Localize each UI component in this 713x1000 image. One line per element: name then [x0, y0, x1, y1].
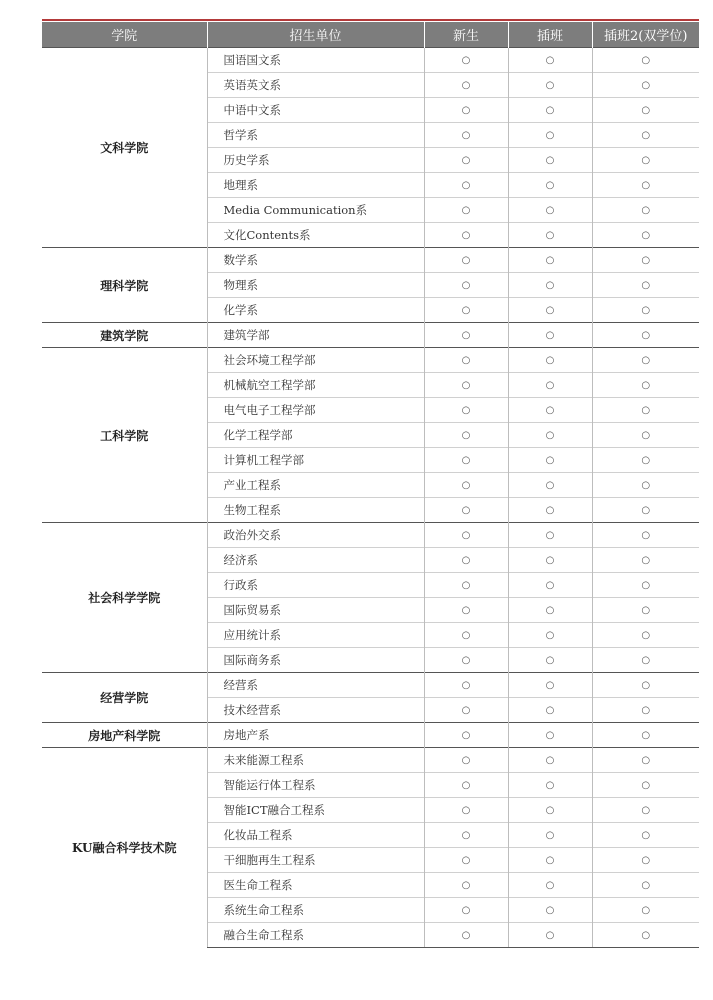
mark-transfer: ○ [508, 698, 592, 723]
mark-freshman: ○ [424, 673, 508, 698]
unit-name: 经营系 [207, 673, 424, 698]
unit-name: 智能运行体工程系 [207, 773, 424, 798]
unit-name: 机械航空工程学部 [207, 373, 424, 398]
mark-transfer-double-degree: ○ [592, 798, 699, 823]
mark-transfer-double-degree: ○ [592, 248, 699, 273]
mark-transfer: ○ [508, 198, 592, 223]
mark-transfer-double-degree: ○ [592, 423, 699, 448]
unit-name: 化妆品工程系 [207, 823, 424, 848]
mark-transfer-double-degree: ○ [592, 548, 699, 573]
mark-transfer: ○ [508, 848, 592, 873]
mark-transfer: ○ [508, 298, 592, 323]
unit-name: 数学系 [207, 248, 424, 273]
mark-transfer: ○ [508, 273, 592, 298]
unit-name: 应用统计系 [207, 623, 424, 648]
table-row [42, 523, 699, 548]
mark-freshman: ○ [424, 423, 508, 448]
mark-freshman: ○ [424, 698, 508, 723]
mark-transfer: ○ [508, 148, 592, 173]
header-freshman: 新生 [424, 22, 508, 48]
mark-freshman: ○ [424, 848, 508, 873]
college-name: 房地产科学院 [42, 723, 207, 748]
mark-transfer-double-degree: ○ [592, 898, 699, 923]
mark-transfer-double-degree: ○ [592, 673, 699, 698]
mark-transfer-double-degree: ○ [592, 598, 699, 623]
mark-freshman: ○ [424, 323, 508, 348]
table-row [42, 248, 699, 273]
mark-transfer: ○ [508, 223, 592, 248]
mark-freshman: ○ [424, 748, 508, 773]
mark-transfer-double-degree: ○ [592, 648, 699, 673]
mark-freshman: ○ [424, 898, 508, 923]
mark-transfer: ○ [508, 523, 592, 548]
mark-transfer: ○ [508, 898, 592, 923]
header-transfer-double-degree: 插班2(双学位) [592, 22, 699, 48]
mark-transfer: ○ [508, 473, 592, 498]
mark-freshman: ○ [424, 98, 508, 123]
mark-transfer: ○ [508, 673, 592, 698]
mark-transfer-double-degree: ○ [592, 873, 699, 898]
mark-transfer: ○ [508, 373, 592, 398]
mark-transfer-double-degree: ○ [592, 823, 699, 848]
mark-freshman: ○ [424, 523, 508, 548]
mark-transfer: ○ [508, 423, 592, 448]
mark-transfer-double-degree: ○ [592, 573, 699, 598]
unit-name: 国语国文系 [207, 48, 424, 73]
mark-transfer-double-degree: ○ [592, 273, 699, 298]
mark-transfer: ○ [508, 348, 592, 373]
mark-transfer: ○ [508, 623, 592, 648]
mark-freshman: ○ [424, 448, 508, 473]
table-row [42, 48, 699, 73]
mark-transfer: ○ [508, 823, 592, 848]
mark-freshman: ○ [424, 548, 508, 573]
mark-transfer-double-degree: ○ [592, 48, 699, 73]
table-row [42, 348, 699, 373]
college-name: 经营学院 [42, 673, 207, 723]
mark-freshman: ○ [424, 648, 508, 673]
mark-transfer-double-degree: ○ [592, 348, 699, 373]
mark-transfer: ○ [508, 773, 592, 798]
college-name: 理科学院 [42, 248, 207, 323]
unit-name: 计算机工程学部 [207, 448, 424, 473]
mark-transfer-double-degree: ○ [592, 323, 699, 348]
mark-transfer: ○ [508, 248, 592, 273]
college-name: 文科学院 [42, 48, 207, 248]
mark-transfer-double-degree: ○ [592, 848, 699, 873]
table-header [42, 22, 699, 48]
mark-transfer-double-degree: ○ [592, 123, 699, 148]
mark-freshman: ○ [424, 598, 508, 623]
unit-name: 智能ICT融合工程系 [207, 798, 424, 823]
mark-freshman: ○ [424, 148, 508, 173]
unit-name: 哲学系 [207, 123, 424, 148]
mark-transfer-double-degree: ○ [592, 298, 699, 323]
mark-transfer-double-degree: ○ [592, 498, 699, 523]
mark-freshman: ○ [424, 273, 508, 298]
college-name: 工科学院 [42, 348, 207, 523]
unit-name: Media Communication系 [207, 198, 424, 223]
header-unit: 招生单位 [207, 22, 424, 48]
mark-freshman: ○ [424, 198, 508, 223]
mark-freshman: ○ [424, 623, 508, 648]
mark-transfer: ○ [508, 648, 592, 673]
mark-transfer: ○ [508, 123, 592, 148]
table-row [42, 673, 699, 698]
mark-freshman: ○ [424, 498, 508, 523]
mark-transfer: ○ [508, 448, 592, 473]
unit-name: 生物工程系 [207, 498, 424, 523]
unit-name: 技术经营系 [207, 698, 424, 723]
unit-name: 国际贸易系 [207, 598, 424, 623]
college-name: 建筑学院 [42, 323, 207, 348]
mark-transfer: ○ [508, 73, 592, 98]
mark-freshman: ○ [424, 373, 508, 398]
mark-transfer-double-degree: ○ [592, 473, 699, 498]
unit-name: 房地产系 [207, 723, 424, 748]
unit-name: 政治外交系 [207, 523, 424, 548]
admission-table [42, 22, 699, 948]
mark-transfer-double-degree: ○ [592, 173, 699, 198]
unit-name: 社会环境工程学部 [207, 348, 424, 373]
unit-name: 系统生命工程系 [207, 898, 424, 923]
mark-transfer: ○ [508, 98, 592, 123]
unit-name: 医生命工程系 [207, 873, 424, 898]
college-name: KU融合科学技术院 [42, 748, 207, 948]
unit-name: 行政系 [207, 573, 424, 598]
mark-freshman: ○ [424, 298, 508, 323]
mark-freshman: ○ [424, 123, 508, 148]
mark-freshman: ○ [424, 248, 508, 273]
table-row [42, 748, 699, 773]
unit-name: 融合生命工程系 [207, 923, 424, 948]
mark-freshman: ○ [424, 873, 508, 898]
table-row [42, 723, 699, 748]
mark-freshman: ○ [424, 773, 508, 798]
mark-transfer-double-degree: ○ [592, 623, 699, 648]
unit-name: 地理系 [207, 173, 424, 198]
unit-name: 中语中文系 [207, 98, 424, 123]
mark-freshman: ○ [424, 223, 508, 248]
mark-freshman: ○ [424, 923, 508, 948]
mark-transfer-double-degree: ○ [592, 773, 699, 798]
mark-transfer: ○ [508, 48, 592, 73]
mark-transfer: ○ [508, 873, 592, 898]
unit-name: 历史学系 [207, 148, 424, 173]
mark-transfer-double-degree: ○ [592, 523, 699, 548]
mark-transfer-double-degree: ○ [592, 73, 699, 98]
mark-transfer: ○ [508, 323, 592, 348]
unit-name: 国际商务系 [207, 648, 424, 673]
mark-transfer: ○ [508, 723, 592, 748]
unit-name: 化学工程学部 [207, 423, 424, 448]
mark-freshman: ○ [424, 48, 508, 73]
unit-name: 英语英文系 [207, 73, 424, 98]
unit-name: 物理系 [207, 273, 424, 298]
table-body [42, 48, 699, 948]
unit-name: 建筑学部 [207, 323, 424, 348]
mark-freshman: ○ [424, 473, 508, 498]
mark-transfer-double-degree: ○ [592, 98, 699, 123]
mark-transfer: ○ [508, 173, 592, 198]
mark-freshman: ○ [424, 73, 508, 98]
mark-transfer: ○ [508, 548, 592, 573]
mark-transfer-double-degree: ○ [592, 723, 699, 748]
mark-transfer-double-degree: ○ [592, 373, 699, 398]
mark-transfer-double-degree: ○ [592, 148, 699, 173]
unit-name: 电气电子工程学部 [207, 398, 424, 423]
mark-transfer: ○ [508, 398, 592, 423]
mark-freshman: ○ [424, 173, 508, 198]
mark-transfer-double-degree: ○ [592, 448, 699, 473]
mark-freshman: ○ [424, 823, 508, 848]
mark-transfer-double-degree: ○ [592, 398, 699, 423]
mark-transfer: ○ [508, 798, 592, 823]
mark-transfer-double-degree: ○ [592, 923, 699, 948]
mark-freshman: ○ [424, 573, 508, 598]
top-accent-rule [42, 19, 699, 21]
mark-transfer-double-degree: ○ [592, 223, 699, 248]
header-transfer: 插班 [508, 22, 592, 48]
college-name: 社会科学学院 [42, 523, 207, 673]
mark-transfer: ○ [508, 748, 592, 773]
unit-name: 经济系 [207, 548, 424, 573]
mark-freshman: ○ [424, 798, 508, 823]
mark-transfer: ○ [508, 498, 592, 523]
mark-freshman: ○ [424, 723, 508, 748]
header-college: 学院 [42, 22, 207, 48]
unit-name: 干细胞再生工程系 [207, 848, 424, 873]
mark-freshman: ○ [424, 348, 508, 373]
mark-transfer: ○ [508, 573, 592, 598]
mark-transfer: ○ [508, 598, 592, 623]
unit-name: 化学系 [207, 298, 424, 323]
unit-name: 未来能源工程系 [207, 748, 424, 773]
unit-name: 产业工程系 [207, 473, 424, 498]
mark-freshman: ○ [424, 398, 508, 423]
mark-transfer-double-degree: ○ [592, 748, 699, 773]
mark-transfer: ○ [508, 923, 592, 948]
mark-transfer-double-degree: ○ [592, 198, 699, 223]
unit-name: 文化Contents系 [207, 223, 424, 248]
mark-transfer-double-degree: ○ [592, 698, 699, 723]
table-row [42, 323, 699, 348]
